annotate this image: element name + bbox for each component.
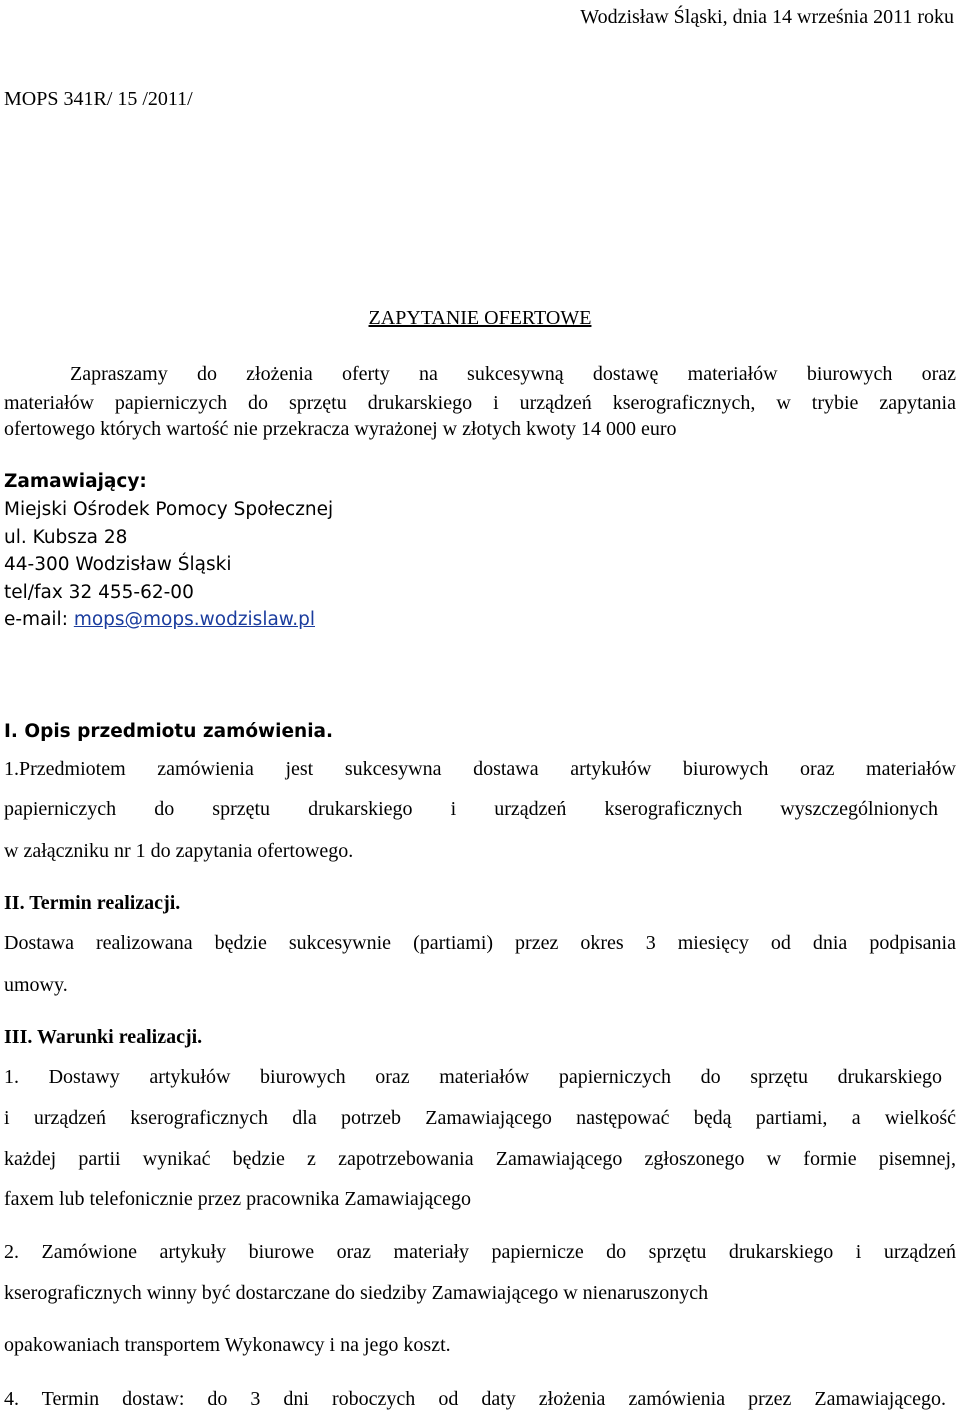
ordering-party-email-row xyxy=(4,606,956,634)
ordering-party-heading: Zamawiający: xyxy=(4,471,147,492)
intro-line-2: materiałów papierniczych do sprzętu drukarskiego i urządzeń kserograficznych, w trybie zapytania xyxy=(4,392,956,414)
section-3-p1-line-4: faxem lub telefonicznie przez pracownika Zamawiającego xyxy=(4,1188,471,1210)
section-3-p1-line-1: 1. Dostawy artykułów biurowych oraz materiałów papierniczych do sprzętu drukarskiego xyxy=(4,1066,942,1088)
section-3-p2-line-1: 2. Zamówione artykuły biurowe oraz materiały papiernicze do sprzętu drukarskiego i urządzeń xyxy=(4,1241,956,1263)
section-2-line-1: Dostawa realizowana będzie sukcesywnie (partiami) przez okres 3 miesięcy od dnia podpisania xyxy=(4,932,956,954)
section-3-p4-line-1: 4. Termin dostaw: do 3 dni roboczych od daty złożenia zamówienia przez Zamawiającego. xyxy=(4,1388,946,1410)
ordering-party-phone: tel/fax 32 455-62-00 xyxy=(4,582,194,603)
section-1-heading: I. Opis przedmiotu zamówienia. xyxy=(4,721,334,742)
intro-line-3: ofertowego których wartość nie przekracza wyrażonej w złotych kwoty 14 000 euro xyxy=(4,418,677,440)
email-label: e-mail: xyxy=(4,609,74,630)
section-2-heading: II. Termin realizacji. xyxy=(4,892,181,914)
section-1-line-3: w załączniku nr 1 do zapytania ofertowego. xyxy=(4,840,354,862)
section-1-line-1: 1.Przedmiotem zamówienia jest sukcesywna dostawa artykułów biurowych oraz materiałów xyxy=(4,758,956,780)
email-link[interactable]: mops@mops.wodzislaw.pl xyxy=(73,609,315,630)
ordering-party-name: Miejski Ośrodek Pomocy Społecznej xyxy=(4,499,334,520)
ordering-party-city: 44-300 Wodzisław Śląski xyxy=(4,554,232,575)
section-3-p2-line-3: opakowaniach transportem Wykonawcy i na jego koszt. xyxy=(4,1334,451,1356)
section-2-line-2: umowy. xyxy=(4,974,68,996)
document-title: ZAPYTANIE OFERTOWE xyxy=(368,307,592,329)
section-1-line-2: papierniczych do sprzętu drukarskiego i urządzeń kserograficznych wyszczególnionych xyxy=(4,798,938,820)
ordering-party-street: ul. Kubsza 28 xyxy=(4,527,128,548)
section-3-heading: III. Warunki realizacji. xyxy=(4,1026,203,1048)
section-3-p1-line-3: każdej partii wynikać będzie z zapotrzebowania Zamawiającego zgłoszonego w formie pisemnej, xyxy=(4,1148,956,1170)
reference-number: MOPS 341R/ 15 /2011/ xyxy=(4,88,193,110)
place-date: Wodzisław Śląski, dnia 14 września 2011 roku xyxy=(580,6,954,28)
section-3-p1-line-2: i urządzeń kserograficznych dla potrzeb Zamawiającego następować będą partiami, a wielkość xyxy=(4,1107,956,1129)
section-3-p2-line-2: kserograficznych winny być dostarczane do siedziby Zamawiającego w nienaruszonych xyxy=(4,1282,709,1304)
intro-line-1: Zapraszamy do złożenia oferty na sukcesywną dostawę materiałów biurowych oraz xyxy=(70,363,956,385)
